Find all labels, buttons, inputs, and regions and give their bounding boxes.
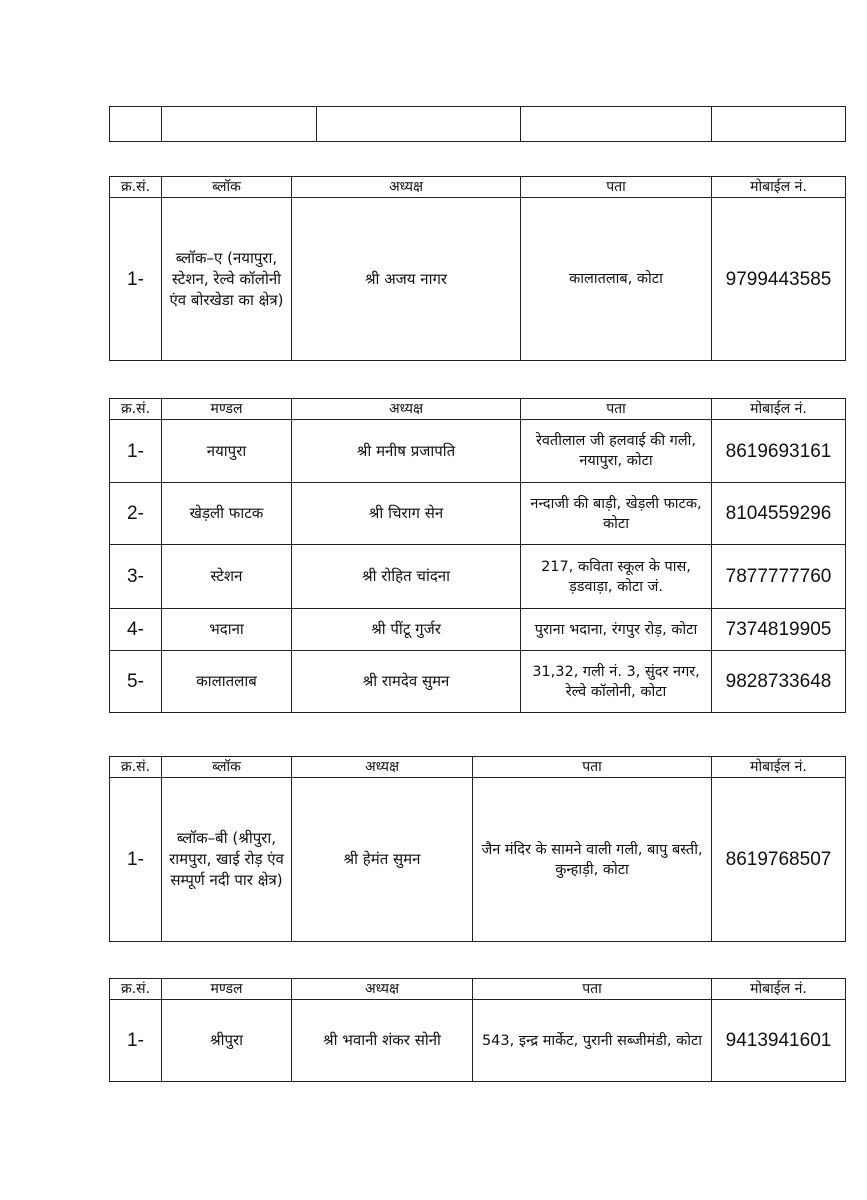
empty-header-table <box>109 106 846 142</box>
header-sno: क्र.सं. <box>110 757 162 778</box>
row-mandal: कालातलाब <box>162 651 292 713</box>
row-mobile: 9828733648 <box>712 651 846 713</box>
header-president: अध्यक्ष <box>292 979 473 1000</box>
row-sno: 1- <box>110 1000 162 1082</box>
block-b-mandals-table <box>109 978 846 1082</box>
header-president: अध्यक्ष <box>292 399 521 420</box>
row-president: श्री मनीष प्रजापति <box>292 420 521 483</box>
row-president: श्री पींटू गुर्जर <box>292 609 521 651</box>
row-mobile: 7374819905 <box>712 609 846 651</box>
empty-cell <box>317 107 521 142</box>
empty-cell <box>712 107 846 142</box>
header-mandal: मण्डल <box>162 399 292 420</box>
table-row <box>110 483 846 545</box>
row-president: श्री चिराग सेन <box>292 483 521 545</box>
header-address: पता <box>521 399 712 420</box>
row-president: श्री हेमंत सुमन <box>292 778 473 942</box>
row-mandal: भदाना <box>162 609 292 651</box>
header-block: ब्लॉक <box>162 177 292 198</box>
row-mandal: स्टेशन <box>162 545 292 609</box>
header-mobile: मोबाईल नं. <box>712 757 846 778</box>
row-mobile: 9413941601 <box>712 1000 846 1082</box>
table-row <box>110 778 846 942</box>
table-header-row <box>110 177 846 198</box>
header-president: अध्यक्ष <box>292 177 521 198</box>
table-header-row <box>110 399 846 420</box>
row-mandal: श्रीपुरा <box>162 1000 292 1082</box>
block-a-table <box>109 176 846 361</box>
header-mandal: मण्डल <box>162 979 292 1000</box>
header-block: ब्लॉक <box>162 757 292 778</box>
table-row <box>110 420 846 483</box>
row-mandal: नयापुरा <box>162 420 292 483</box>
header-address: पता <box>473 757 712 778</box>
header-president: अध्यक्ष <box>292 757 473 778</box>
row-president: श्री अजय नागर <box>292 198 521 361</box>
row-mandal: खेड़ली फाटक <box>162 483 292 545</box>
row-mobile: 7877777760 <box>712 545 846 609</box>
row-address: जैन मंदिर के सामने वाली गली, बापु बस्ती, कुन्हाड़ी, कोटा <box>473 778 712 942</box>
header-mobile: मोबाईल नं. <box>712 177 846 198</box>
table-header-row <box>110 757 846 778</box>
header-sno: क्र.सं. <box>110 399 162 420</box>
header-address: पता <box>521 177 712 198</box>
row-address: 543, इन्द्र मार्केट, पुरानी सब्जीमंडी, कोटा <box>473 1000 712 1082</box>
row-address: 217, कविता स्कूल के पास, ड़डवाड़ा, कोटा जं. <box>521 545 712 609</box>
block-a-mandals-table <box>109 398 846 713</box>
table-row <box>110 1000 846 1082</box>
block-b-table <box>109 756 846 942</box>
row-president: श्री रोहित चांदना <box>292 545 521 609</box>
row-sno: 1- <box>110 778 162 942</box>
row-address: रेवतीलाल जी हलवाई की गली, नयापुरा, कोटा <box>521 420 712 483</box>
row-mobile: 8104559296 <box>712 483 846 545</box>
header-sno: क्र.सं. <box>110 979 162 1000</box>
row-mobile: 9799443585 <box>712 198 846 361</box>
header-address: पता <box>473 979 712 1000</box>
row-block: ब्लॉक–ए (नयापुरा, स्टेशन, रेल्वे कॉलोनी एंव बोरखेडा का क्षेत्र) <box>162 198 292 361</box>
row-block: ब्लॉक–बी (श्रीपुरा, रामपुरा, खाई रोड़ एंव सम्पूर्ण नदी पार क्षेत्र) <box>162 778 292 942</box>
row-president: श्री भवानी शंकर सोनी <box>292 1000 473 1082</box>
header-mobile: मोबाईल नं. <box>712 979 846 1000</box>
row-address: पुराना भदाना, रंगपुर रोड़, कोटा <box>521 609 712 651</box>
header-sno: क्र.सं. <box>110 177 162 198</box>
empty-cell <box>162 107 317 142</box>
table-row <box>110 651 846 713</box>
table-row <box>110 198 846 361</box>
row-president: श्री रामदेव सुमन <box>292 651 521 713</box>
row-sno: 1- <box>110 420 162 483</box>
row-sno: 5- <box>110 651 162 713</box>
empty-cell <box>521 107 712 142</box>
row-sno: 3- <box>110 545 162 609</box>
table-row <box>110 609 846 651</box>
row-address: नन्दाजी की बाड़ी, खेड़ली फाटक, कोटा <box>521 483 712 545</box>
row-sno: 4- <box>110 609 162 651</box>
row-sno: 2- <box>110 483 162 545</box>
table-row <box>110 545 846 609</box>
row-sno: 1- <box>110 198 162 361</box>
row-address: 31,32, गली नं. 3, सुंदर नगर, रेल्वे कॉलोनी, कोटा <box>521 651 712 713</box>
row-address: कालातलाब, कोटा <box>521 198 712 361</box>
row-mobile: 8619693161 <box>712 420 846 483</box>
table-header-row <box>110 979 846 1000</box>
header-mobile: मोबाईल नं. <box>712 399 846 420</box>
empty-cell <box>110 107 162 142</box>
row-mobile: 8619768507 <box>712 778 846 942</box>
empty-row <box>110 107 846 142</box>
